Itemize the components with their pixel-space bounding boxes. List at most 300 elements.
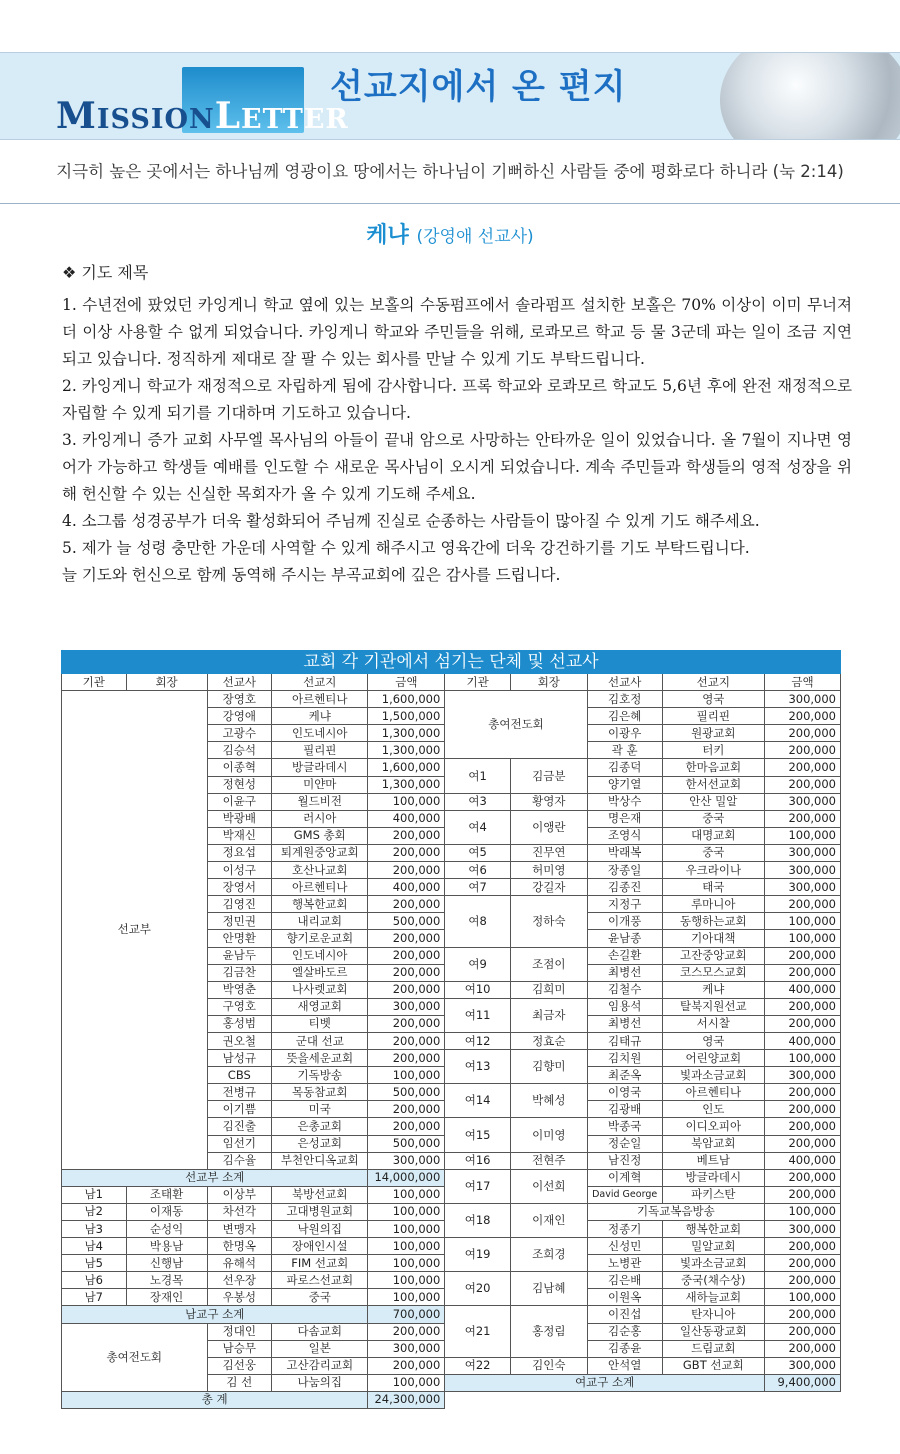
table-cell: 고광수 <box>207 725 272 742</box>
table-cell: 남5 <box>62 1255 127 1272</box>
org-cell: 여9 <box>445 947 511 981</box>
table-cell: 100,000 <box>765 913 841 930</box>
org-cell: 여19 <box>445 1238 511 1272</box>
table-cell: 박종국 <box>587 1118 662 1135</box>
table-cell: 한마음교회 <box>662 759 764 776</box>
table-cell: 400,000 <box>765 981 841 998</box>
table-cell: 한명옥 <box>207 1238 272 1255</box>
table-cell: 이진섭 <box>587 1306 662 1323</box>
table-cell: 장영서 <box>207 879 272 896</box>
table-cell: 200,000 <box>765 810 841 827</box>
table-cell: 이개풍 <box>587 913 662 930</box>
table-cell: 200,000 <box>368 1357 445 1374</box>
table-cell: 미국 <box>272 1101 368 1118</box>
table-cell: 장재인 <box>126 1289 207 1306</box>
table-cell: 권오철 <box>207 1032 272 1049</box>
table-cell: 인도네시아 <box>272 725 368 742</box>
table-cell: 300,000 <box>765 793 841 810</box>
prayer-title: ❖ 기도 제목 <box>62 263 149 282</box>
table-cell: 필리핀 <box>662 708 764 725</box>
table-cell: 100,000 <box>368 1255 445 1272</box>
table-cell: FIM 선교회 <box>272 1255 368 1272</box>
table-cell: 100,000 <box>368 1203 445 1220</box>
leader-cell: 황영자 <box>510 793 587 810</box>
table-cell: 이재동 <box>126 1203 207 1220</box>
table-cell: 남성규 <box>207 1050 272 1067</box>
column-header: 선교지 <box>662 674 764 691</box>
table-row <box>62 674 841 691</box>
org-cell: 여4 <box>445 810 511 844</box>
table-cell: 낙원의집 <box>272 1221 368 1238</box>
table-cell: 정현성 <box>207 776 272 793</box>
table-cell: 500,000 <box>368 1135 445 1152</box>
table-cell: 200,000 <box>368 930 445 947</box>
table-cell: 월드비전 <box>272 793 368 810</box>
table-cell: 선우장 <box>207 1272 272 1289</box>
page-title: 선교지에서 온 편지 <box>330 67 627 107</box>
table-cell: 김종진 <box>587 879 662 896</box>
table-cell: 200,000 <box>765 1306 841 1323</box>
table-cell: 1,300,000 <box>368 776 445 793</box>
org-cell: 여14 <box>445 1084 511 1118</box>
table-cell: 200,000 <box>765 998 841 1015</box>
table-cell: 안산 밀알 <box>662 793 764 810</box>
leader-cell: 허미영 <box>510 862 587 879</box>
table-cell: 이디오피아 <box>662 1118 764 1135</box>
prayer-item: 3. 카잉게니 증가 교회 사무엘 목사님의 아들이 끝내 암으로 사망하는 안타까운 일이 있었습니다. 올 7월이 지나면 영어가 가능하고 학생들 예배를 인도할 수 새로운 목사님이 오시게 되었습니다. 계속 주민들과 학생들의 영적 성장을 위해 헌신할 수 있는 신실한 목회자가 올 수 있게 기도해 주세요. <box>62 431 852 503</box>
table-cell: 변맹자 <box>207 1221 272 1238</box>
org-cell: 여3 <box>445 793 511 810</box>
table-cell: 중국 <box>272 1289 368 1306</box>
table-cell: 빛과소금교회 <box>662 1255 764 1272</box>
leader-cell: 최금자 <box>510 998 587 1032</box>
table-cell: 나사렛교회 <box>272 981 368 998</box>
column-header: 선교사 <box>207 674 272 691</box>
leader-cell: 김금분 <box>510 759 587 793</box>
table-cell: 명은재 <box>587 810 662 827</box>
org-cell: 선교부 <box>62 691 208 1170</box>
table-cell: 아르헨티나 <box>272 879 368 896</box>
table-cell: 우크라이나 <box>662 862 764 879</box>
table-cell: 200,000 <box>368 947 445 964</box>
table-cell: 내리교회 <box>272 913 368 930</box>
table-cell: 1,300,000 <box>368 742 445 759</box>
table-cell: 400,000 <box>368 879 445 896</box>
table-cell: 뜻을세운교회 <box>272 1050 368 1067</box>
table-cell: 이계혁 <box>587 1169 662 1186</box>
table-cell: 100,000 <box>368 1186 445 1203</box>
leader-cell: 이재인 <box>510 1203 587 1237</box>
table-cell: 대명교회 <box>662 827 764 844</box>
table-cell: 200,000 <box>765 1118 841 1135</box>
table-cell: 200,000 <box>765 1186 841 1203</box>
table-cell: 김호정 <box>587 691 662 708</box>
table-cell: 순성익 <box>126 1221 207 1238</box>
table-cell: 300,000 <box>765 879 841 896</box>
table-row <box>62 1169 841 1186</box>
table-cell: 남진정 <box>587 1152 662 1169</box>
table-cell: 남7 <box>62 1289 127 1306</box>
org-cell: 여10 <box>445 981 511 998</box>
table-cell: 파로스선교회 <box>272 1272 368 1289</box>
table-cell: 아르헨티나 <box>662 1084 764 1101</box>
table-cell: 김수율 <box>207 1152 272 1169</box>
table-cell: 영국 <box>662 1032 764 1049</box>
table-cell: 200,000 <box>765 776 841 793</box>
table-cell: 200,000 <box>765 1135 841 1152</box>
table-cell: 북방선교회 <box>272 1186 368 1203</box>
leader-cell: 김인숙 <box>510 1357 587 1374</box>
table-cell: 케냐 <box>662 981 764 998</box>
table-cell: 안석열 <box>587 1357 662 1374</box>
table-cell: 200,000 <box>368 1118 445 1135</box>
table-cell: 300,000 <box>765 691 841 708</box>
org-cell: 여11 <box>445 998 511 1032</box>
table-cell: 티벳 <box>272 1015 368 1032</box>
table-cell: 김종윤 <box>587 1340 662 1357</box>
subtotal-label: 여교구 소계 <box>445 1374 765 1391</box>
prayer-item: 5. 제가 늘 성령 충만한 가운데 사역할 수 있게 해주시고 영육간에 더욱 강건하기를 기도 부탁드립니다. <box>62 539 750 557</box>
table-row <box>62 1306 841 1323</box>
subtotal-value: 14,000,000 <box>368 1169 445 1186</box>
table-cell: 어린양교회 <box>662 1050 764 1067</box>
table-cell: 윤남종 <box>587 930 662 947</box>
subtotal-value: 24,300,000 <box>368 1391 445 1408</box>
table-cell: 터키 <box>662 742 764 759</box>
table-row <box>62 1391 841 1408</box>
table-cell: 이기쁨 <box>207 1101 272 1118</box>
table-cell: 100,000 <box>765 1203 841 1220</box>
table-cell: 200,000 <box>368 964 445 981</box>
table-cell: 고산감리교회 <box>272 1357 368 1374</box>
table-row <box>62 1272 841 1289</box>
table-cell: 남6 <box>62 1272 127 1289</box>
table-row <box>62 1203 841 1220</box>
column-header: 금액 <box>765 674 841 691</box>
table-cell: 이영국 <box>587 1084 662 1101</box>
table-cell: 김은혜 <box>587 708 662 725</box>
table-cell: 새영교회 <box>272 998 368 1015</box>
table-cell: 코스모스교회 <box>662 964 764 981</box>
table-cell: 부천안디옥교회 <box>272 1152 368 1169</box>
table-cell: 김 선 <box>207 1374 272 1391</box>
table-cell: 200,000 <box>765 759 841 776</box>
table-cell: 김금찬 <box>207 964 272 981</box>
leader-cell: 이미영 <box>510 1118 587 1152</box>
table-cell: 1,600,000 <box>368 691 445 708</box>
org-cell: 여6 <box>445 862 511 879</box>
table-cell: 임선기 <box>207 1135 272 1152</box>
table-cell: 필리핀 <box>272 742 368 759</box>
table-cell: 탈북지원선교 <box>662 998 764 1015</box>
table-cell: 200,000 <box>765 1101 841 1118</box>
prayer-item: 1. 수년전에 팠었던 카잉게니 학교 옆에 있는 보홀의 수동펌프에서 솔라펌프 설치한 보홀은 70% 이상이 이미 무너져 더 이상 사용할 수 없게 되었습니다. 카잉게니 학교와 주민들을 위해, 로콰모르 학교 등 물 3군데 파는 일이 조금 지연되고 있습니다. 정직하게 제대로 잘 팔 수 있는 회사를 만날 수 있게 기도 부탁드립니다. <box>62 296 852 368</box>
table-cell: 동행하는교회 <box>662 913 764 930</box>
table-cell: 200,000 <box>765 725 841 742</box>
table-cell: 200,000 <box>368 1323 445 1340</box>
table-cell: 박용남 <box>126 1238 207 1255</box>
table-cell: 장애인시설 <box>272 1238 368 1255</box>
table-cell: 200,000 <box>368 1032 445 1049</box>
table-cell: 임용석 <box>587 998 662 1015</box>
org-cell: 여13 <box>445 1050 511 1084</box>
table-cell: 100,000 <box>368 1374 445 1391</box>
table-cell: 정순일 <box>587 1135 662 1152</box>
table-cell: 새하늘교회 <box>662 1289 764 1306</box>
table-cell: 호산나교회 <box>272 862 368 879</box>
table-cell: 홍성범 <box>207 1015 272 1032</box>
table-cell: 강영애 <box>207 708 272 725</box>
table-cell: 김은배 <box>587 1272 662 1289</box>
org-cell: 여17 <box>445 1169 511 1203</box>
column-header: 금액 <box>368 674 445 691</box>
table-cell: 200,000 <box>368 827 445 844</box>
table-cell: 200,000 <box>765 1272 841 1289</box>
subtotal-label: 총 계 <box>62 1391 368 1408</box>
table-cell: 200,000 <box>765 1084 841 1101</box>
table-cell: 퇴계원중앙교회 <box>272 844 368 861</box>
table-cell: 200,000 <box>368 896 445 913</box>
table-cell: 아르헨티나 <box>272 691 368 708</box>
table-cell: 은성교회 <box>272 1135 368 1152</box>
table-cell: 장영호 <box>207 691 272 708</box>
table-cell: 기독교복음방송 <box>587 1203 764 1220</box>
table-cell: 이종혁 <box>207 759 272 776</box>
table-cell: 영국 <box>662 691 764 708</box>
table-cell: 신행남 <box>126 1255 207 1272</box>
org-cell: 여21 <box>445 1306 511 1357</box>
subtotal-label: 선교부 소계 <box>62 1169 368 1186</box>
table-cell: 방글라데시 <box>272 759 368 776</box>
table-cell: 400,000 <box>368 810 445 827</box>
table-cell: 최병선 <box>587 964 662 981</box>
table-cell: 남승무 <box>207 1340 272 1357</box>
table-cell: 파키스탄 <box>662 1186 764 1203</box>
leader-cell: 김향미 <box>510 1050 587 1084</box>
table-cell: 김광배 <box>587 1101 662 1118</box>
table-cell: 김선웅 <box>207 1357 272 1374</box>
org-cell: 여16 <box>445 1152 511 1169</box>
table-cell: 유해석 <box>207 1255 272 1272</box>
table-cell: 200,000 <box>765 1323 841 1340</box>
table-row <box>62 1238 841 1255</box>
table-row <box>62 651 841 674</box>
table-cell: 김치원 <box>587 1050 662 1067</box>
table-cell: 1,600,000 <box>368 759 445 776</box>
table-cell: 500,000 <box>368 1084 445 1101</box>
leader-cell: 이앵란 <box>510 810 587 844</box>
table-cell: 구영호 <box>207 998 272 1015</box>
column-header: 기관 <box>62 674 127 691</box>
table-cell: 케냐 <box>272 708 368 725</box>
table-cell: 양기열 <box>587 776 662 793</box>
table-cell: 엘살바도르 <box>272 964 368 981</box>
table-cell: 100,000 <box>368 1221 445 1238</box>
table-cell: 윤남두 <box>207 947 272 964</box>
table-cell: 김순홍 <box>587 1323 662 1340</box>
table-cell: 300,000 <box>765 844 841 861</box>
table-cell: 200,000 <box>765 742 841 759</box>
table-cell: 이원옥 <box>587 1289 662 1306</box>
table-cell: 김승석 <box>207 742 272 759</box>
table-cell: 남4 <box>62 1238 127 1255</box>
table-cell: 이상부 <box>207 1186 272 1203</box>
table-cell: 일본 <box>272 1340 368 1357</box>
table-cell: 남2 <box>62 1203 127 1220</box>
table-cell: 조태환 <box>126 1186 207 1203</box>
table-cell: 100,000 <box>765 1289 841 1306</box>
table-cell: 서시찰 <box>662 1015 764 1032</box>
table-cell: 전병규 <box>207 1084 272 1101</box>
table-cell: 100,000 <box>368 1238 445 1255</box>
table-cell: 200,000 <box>765 947 841 964</box>
table-cell: 행복한교회 <box>272 896 368 913</box>
closing-line: 늘 기도와 헌신으로 함께 동역해 주시는 부곡교회에 깊은 감사를 드립니다. <box>62 566 561 584</box>
org-cell: 여7 <box>445 879 511 896</box>
bible-verse: 지극히 높은 곳에서는 하나님께 영광이요 땅에서는 하나님이 기뻐하신 사람들 중에 평화로다 하니라 (눅 2:14) <box>56 162 844 181</box>
table-cell: 남3 <box>62 1221 127 1238</box>
table-cell: 100,000 <box>368 793 445 810</box>
table-cell: 우봉성 <box>207 1289 272 1306</box>
table-cell: 200,000 <box>368 1050 445 1067</box>
table-cell: 200,000 <box>368 1101 445 1118</box>
table-cell: 400,000 <box>765 1032 841 1049</box>
org-cell: 여12 <box>445 1032 511 1049</box>
table-cell: 김진출 <box>207 1118 272 1135</box>
globe-image <box>720 52 900 140</box>
org-cell: 여8 <box>445 896 511 947</box>
table-cell: GMS 총회 <box>272 827 368 844</box>
subtotal-value: 9,400,000 <box>765 1374 841 1391</box>
table-cell: 조영식 <box>587 827 662 844</box>
table-cell: 정종기 <box>587 1221 662 1238</box>
table-cell: 200,000 <box>368 862 445 879</box>
table-cell: David George <box>587 1186 662 1203</box>
donation-table <box>61 650 841 1409</box>
table-cell: 원광교회 <box>662 725 764 742</box>
leader-cell: 김남혜 <box>510 1272 587 1306</box>
table-cell: 정요섭 <box>207 844 272 861</box>
table-cell: 노병관 <box>587 1255 662 1272</box>
table-cell: 100,000 <box>368 1289 445 1306</box>
column-header: 선교지 <box>272 674 368 691</box>
prayer-item: 2. 카잉게니 학교가 재정적으로 자립하게 됨에 감사합니다. 프록 학교와 로콰모르 학교도 5,6년 후에 완전 재정적으로 자립할 수 있게 되기를 기대하며 기도하고 있습니다. <box>62 377 852 422</box>
table-cell: GBT 선교회 <box>662 1357 764 1374</box>
table-cell: 300,000 <box>368 998 445 1015</box>
table-cell: 중국 <box>662 844 764 861</box>
table-cell: 300,000 <box>368 1340 445 1357</box>
table-cell: 고잔중앙교회 <box>662 947 764 964</box>
org-cell: 여20 <box>445 1272 511 1306</box>
table-cell: 최병선 <box>587 1015 662 1032</box>
table-cell: 200,000 <box>368 981 445 998</box>
table-cell: 신성민 <box>587 1238 662 1255</box>
column-header: 선교사 <box>587 674 662 691</box>
table-cell: 200,000 <box>765 1238 841 1255</box>
table-cell: 밀알교회 <box>662 1238 764 1255</box>
table-cell: 나눔의집 <box>272 1374 368 1391</box>
table-cell: 장종일 <box>587 862 662 879</box>
table-cell: 목동참교회 <box>272 1084 368 1101</box>
table-cell: 지정구 <box>587 896 662 913</box>
table-cell: 이성구 <box>207 862 272 879</box>
table-caption: 교회 각 기관에서 섬기는 단체 및 선교사 <box>62 651 841 674</box>
prayer-items <box>62 292 852 589</box>
table-cell: 박래복 <box>587 844 662 861</box>
table-cell: 은총교회 <box>272 1118 368 1135</box>
divider <box>0 203 900 204</box>
table-cell: 베트남 <box>662 1152 764 1169</box>
table-cell: 1,500,000 <box>368 708 445 725</box>
table-cell: 200,000 <box>765 1255 841 1272</box>
table-cell: 한서선교회 <box>662 776 764 793</box>
table-cell: 200,000 <box>765 964 841 981</box>
org-cell: 여15 <box>445 1118 511 1152</box>
column-header: 기관 <box>445 674 511 691</box>
table-cell: 박광배 <box>207 810 272 827</box>
table-cell: 인도 <box>662 1101 764 1118</box>
leader-cell: 홍정림 <box>510 1306 587 1357</box>
table-cell: 러시아 <box>272 810 368 827</box>
table-cell: 100,000 <box>368 1067 445 1084</box>
table-cell: 노경목 <box>126 1272 207 1289</box>
org-cell: 여18 <box>445 1203 511 1237</box>
table-cell: 곽 훈 <box>587 742 662 759</box>
table-cell: 300,000 <box>765 1357 841 1374</box>
leader-cell: 조희경 <box>510 1238 587 1272</box>
table-cell: 200,000 <box>765 1169 841 1186</box>
table-cell: 중국 <box>662 810 764 827</box>
table-cell: 정대인 <box>207 1323 272 1340</box>
table-cell: 고대병원교회 <box>272 1203 368 1220</box>
letter-heading: 케냐 (강영애 선교사) <box>366 223 534 248</box>
table-cell: 태국 <box>662 879 764 896</box>
table-cell: 100,000 <box>765 1050 841 1067</box>
header-banner <box>0 52 900 140</box>
table-cell: 300,000 <box>765 1067 841 1084</box>
table-cell: 기독방송 <box>272 1067 368 1084</box>
table-cell: 차선각 <box>207 1203 272 1220</box>
column-header: 회장 <box>510 674 587 691</box>
table-cell: 400,000 <box>765 1152 841 1169</box>
leader-cell: 김희미 <box>510 981 587 998</box>
table-cell: 미얀마 <box>272 776 368 793</box>
leader-cell: 이선희 <box>510 1169 587 1203</box>
table-cell: 박상수 <box>587 793 662 810</box>
table-cell: 박영춘 <box>207 981 272 998</box>
table-cell: 200,000 <box>368 844 445 861</box>
table-cell: 빛과소금교회 <box>662 1067 764 1084</box>
table-cell: 300,000 <box>765 1221 841 1238</box>
leader-cell: 전현주 <box>510 1152 587 1169</box>
table-cell: 안명환 <box>207 930 272 947</box>
table-cell: 중국(채수상) <box>662 1272 764 1289</box>
table-cell: 기아대책 <box>662 930 764 947</box>
table-cell: 군대 선교 <box>272 1032 368 1049</box>
table-cell: 1,300,000 <box>368 725 445 742</box>
table-cell: 200,000 <box>765 896 841 913</box>
leader-cell: 정하숙 <box>510 896 587 947</box>
table-cell: 최준옥 <box>587 1067 662 1084</box>
table-cell: 200,000 <box>765 1015 841 1032</box>
table-cell: 행복한교회 <box>662 1221 764 1238</box>
table-cell: 다솜교회 <box>272 1323 368 1340</box>
table-cell: 북암교회 <box>662 1135 764 1152</box>
table-cell: 일산동광교회 <box>662 1323 764 1340</box>
table-cell: 손길환 <box>587 947 662 964</box>
org-cell: 여22 <box>445 1357 511 1374</box>
mission-letter-logo: MISSIONLETTER <box>56 95 349 137</box>
